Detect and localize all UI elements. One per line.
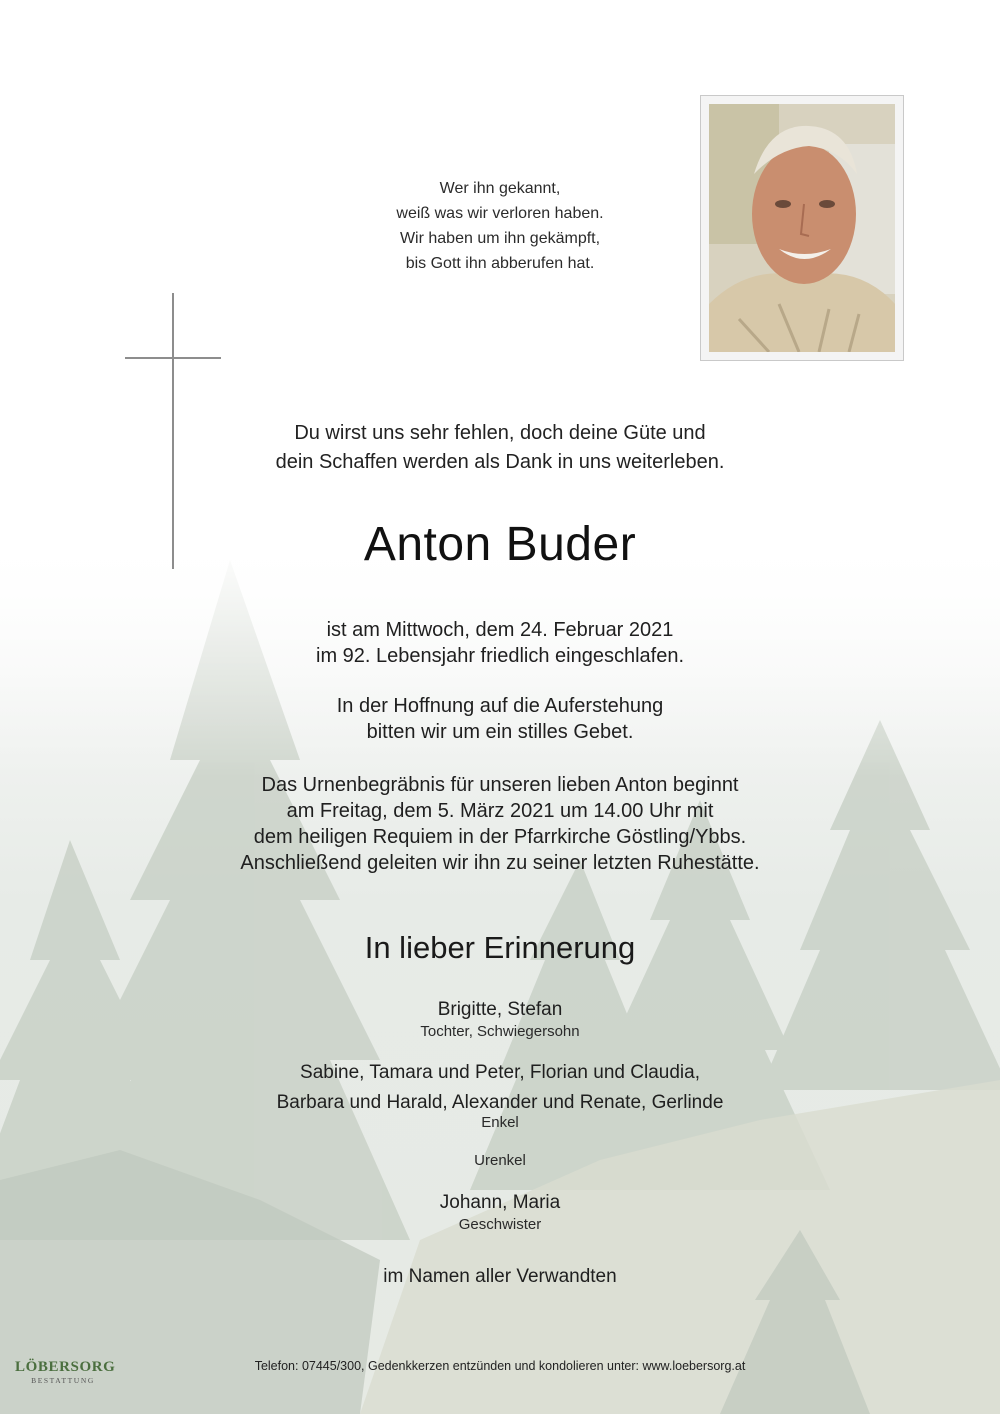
hope-line: bitten wir um ein stilles Gebet. (366, 721, 634, 743)
death-notice-line: im 92. Lebensjahr friedlich eingeschlafen. (316, 645, 684, 667)
quote-line: dein Schaffen werden als Dank in uns weiterleben. (275, 451, 725, 473)
cross-horizontal-bar (125, 357, 221, 359)
funeral-home-logo (15, 1358, 116, 1386)
funeral-line: am Freitag, dem 5. März 2021 um 14.00 Uhr mit (286, 800, 714, 822)
funeral-line: Anschließend geleiten wir ihn zu seiner letzten Ruhestätte. (240, 852, 760, 874)
memory-heading: In lieber Erinnerung (364, 930, 636, 965)
verse-line: bis Gott ihn abberufen hat. (405, 255, 595, 272)
portrait-frame (700, 95, 904, 361)
siblings-names: Johann, Maria (439, 1192, 561, 1213)
closing-line: im Namen aller Verwandten (383, 1266, 617, 1287)
death-notice (0, 617, 1000, 669)
funeral-details (0, 772, 1000, 876)
quote-line: Du wirst uns sehr fehlen, doch deine Güte und (294, 422, 706, 444)
grandchildren-line: Sabine, Tamara und Peter, Florian und Claudia, (300, 1062, 700, 1083)
death-notice-line: ist am Mittwoch, dem 24. Februar 2021 (326, 619, 674, 641)
grandchildren-role: Enkel (481, 1114, 519, 1131)
deceased-name: Anton Buder (363, 518, 637, 571)
children-role: Tochter, Schwiegersohn (420, 1023, 580, 1040)
verse-line: weiß was wir verloren haben. (396, 205, 604, 222)
hope-line: In der Hoffnung auf die Auferstehung (336, 695, 664, 717)
logo-subtitle: BESTATTUNG (31, 1376, 95, 1385)
footer-contact: Telefon: 07445/300, Gedenkkerzen entzünden und kondolieren unter: www.loebersorg.at (254, 1359, 746, 1373)
funeral-line: dem heiligen Requiem in der Pfarrkirche Göstling/Ybbs. (253, 826, 747, 848)
children-names: Brigitte, Stefan (437, 999, 563, 1020)
quote (0, 419, 1000, 477)
great-grandchildren-role: Urenkel (474, 1152, 526, 1169)
siblings-role: Geschwister (458, 1216, 542, 1233)
verse-line: Wer ihn gekannt, (439, 180, 561, 197)
grandchildren-line: Barbara und Harald, Alexander und Renate, Gerlinde (276, 1092, 724, 1113)
funeral-line: Das Urnenbegräbnis für unseren lieben Anton beginnt (261, 774, 739, 796)
grandchildren-names (0, 1058, 1000, 1118)
verse (300, 176, 700, 276)
verse-line: Wir haben um ihn gekämpft, (399, 230, 601, 247)
logo-name: LÖBERSORG (15, 1359, 116, 1375)
hope-text (0, 693, 1000, 745)
portrait-photo (709, 104, 895, 352)
